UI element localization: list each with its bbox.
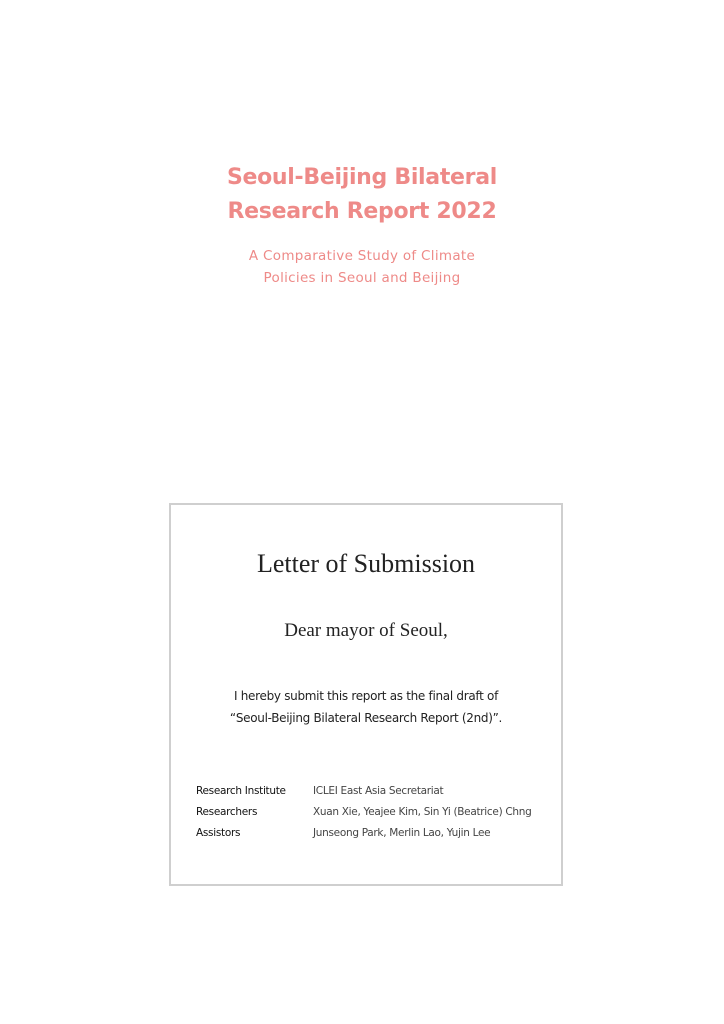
letter-body-line-1: I hereby submit this report as the final draft of bbox=[233, 689, 499, 703]
credit-row-assistors bbox=[196, 827, 546, 848]
credit-label: Assistors bbox=[196, 827, 241, 839]
letter-salutation: Dear mayor of Seoul, bbox=[284, 620, 448, 641]
cover-title-line-2: Research Report 2022 bbox=[227, 199, 497, 224]
letter-of-submission-box bbox=[169, 503, 563, 886]
credit-label: Researchers bbox=[196, 806, 258, 818]
cover-title-line-1: Seoul-Beijing Bilateral bbox=[226, 165, 498, 190]
credit-value: Junseong Park, Merlin Lao, Yujin Lee bbox=[313, 827, 491, 839]
cover-subtitle-line-2: Policies in Seoul and Beijing bbox=[263, 270, 461, 286]
letter-body-line-2: “Seoul-Beijing Bilateral Research Report (2nd)”. bbox=[229, 711, 503, 725]
credit-row-research-institute bbox=[196, 785, 546, 806]
credit-row-researchers bbox=[196, 806, 546, 827]
credit-label: Research Institute bbox=[196, 785, 286, 797]
cover-subtitle-line-1: A Comparative Study of Climate bbox=[248, 248, 476, 264]
credits-list bbox=[196, 785, 546, 848]
credit-value: Xuan Xie, Yeajee Kim, Sin Yi (Beatrice) Chng bbox=[313, 806, 532, 818]
letter-heading: Letter of Submission bbox=[256, 549, 476, 578]
credit-value: ICLEI East Asia Secretariat bbox=[313, 785, 444, 797]
